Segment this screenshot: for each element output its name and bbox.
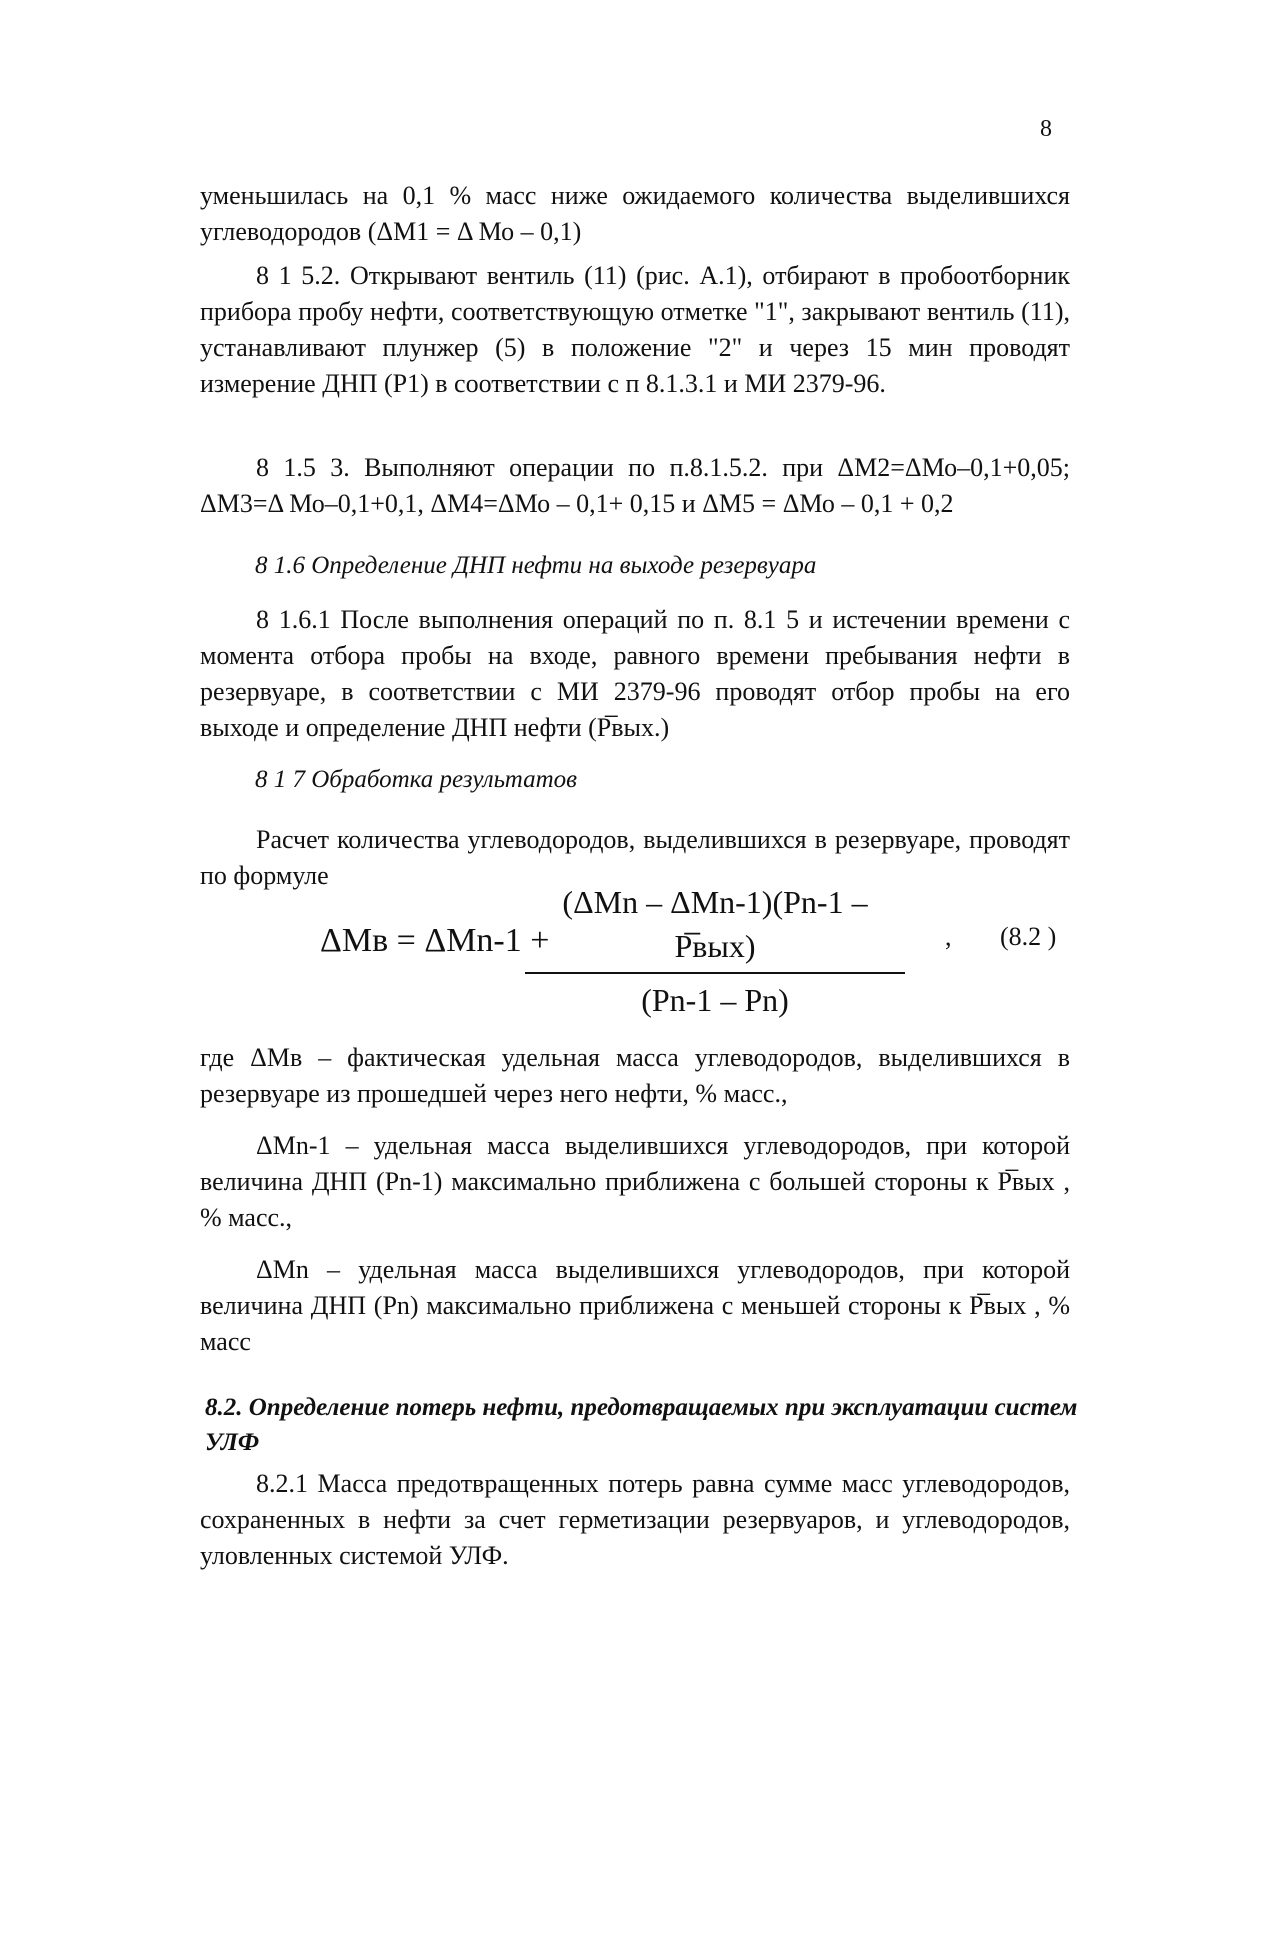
- paragraph-8-1-6-1: 8 1.6.1 После выполнения операций по п. 8.1 5 и истечении времени с момента отбора пробы на входе, равного времени пребывания нефти в резервуаре, в соответствии с МИ 2379-96 проводят отбор пробы на его выходе и определение ДНП нефти (Р̅вых.): [200, 605, 1070, 742]
- formula-lhs: ΔМв = ΔМn-1 +: [320, 922, 550, 959]
- paragraph-8-1-5-3: 8 1.5 3. Выполняют операции по п.8.1.5.2. при ΔМ2=ΔМо–0,1+0,05; ΔМ3=Δ Мо–0,1+0,1, ΔМ4=ΔМо – 0,1+ 0,15 и ΔМ5 = ΔМо – 0,1 + 0,2: [200, 453, 1070, 518]
- formula-comma: ,: [945, 922, 952, 951]
- paragraph-8-1-5-2: 8 1 5.2. Открывают вентиль (11) (рис. А.1), отбирают в пробоотборник прибора пробу нефти, соответствующую отметке "1", закрывают вентиль (11), устанавливают плунжер (5) в положение "2" и через 15 мин проводят измерение ДНП (Р1) в соответствии с п 8.1.3.1 и МИ 2379-96.: [200, 261, 1070, 398]
- formula-fraction: [525, 880, 905, 1022]
- paragraph-continuation: уменьшилась на 0,1 % масс ниже ожидаемого количества выделившихся углеводородов (ΔМ1 = Δ Мо – 0,1): [200, 181, 1070, 246]
- formula-numerator: (ΔМn – ΔМn-1)(Рn-1 – Р̅вых): [562, 884, 868, 964]
- heading-8-1-7: 8 1 7 Обработка результатов: [255, 766, 577, 793]
- heading-8-2: 8.2. Определение потерь нефти, предотвращаемых при эксплуатации систем УЛФ: [205, 1394, 1078, 1456]
- paragraph-formula-intro: Расчет количества углеводородов, выделившихся в резервуаре, проводят по формуле: [200, 825, 1070, 890]
- definition-delta-mv: где ΔМв – фактическая удельная масса углеводородов, выделившихся в резервуаре из прошедшей через него нефти, % масс.,: [200, 1043, 1070, 1108]
- definition-delta-mn: ΔМn – удельная масса выделившихся углеводородов, при которой величина ДНП (Рn) максимально приближена с меньшей стороны к Р̅вых , % масс: [200, 1255, 1070, 1356]
- definitions-block: [200, 1040, 1070, 1376]
- definition-delta-mn-1: ΔМn-1 – удельная масса выделившихся углеводородов, при которой величина ДНП (Рn-1) максимально приближена с большей стороны к Р̅вых , % масс.,: [200, 1131, 1070, 1232]
- formula-denominator: (Рn-1 – Рn): [641, 982, 789, 1018]
- formula-8-2: [320, 880, 1080, 1018]
- fraction-bar: [525, 972, 905, 974]
- equation-number: (8.2 ): [1000, 922, 1057, 951]
- paragraph-8-2-1: 8.2.1 Масса предотвращенных потерь равна сумме масс углеводородов, сохраненных в нефти за счет герметизации резервуаров, и углеводородов, уловленных системой УЛФ.: [200, 1469, 1070, 1570]
- heading-8-1-6: 8 1.6 Определение ДНП нефти на выходе резервуара: [255, 552, 817, 579]
- page-number: 8: [1040, 116, 1052, 142]
